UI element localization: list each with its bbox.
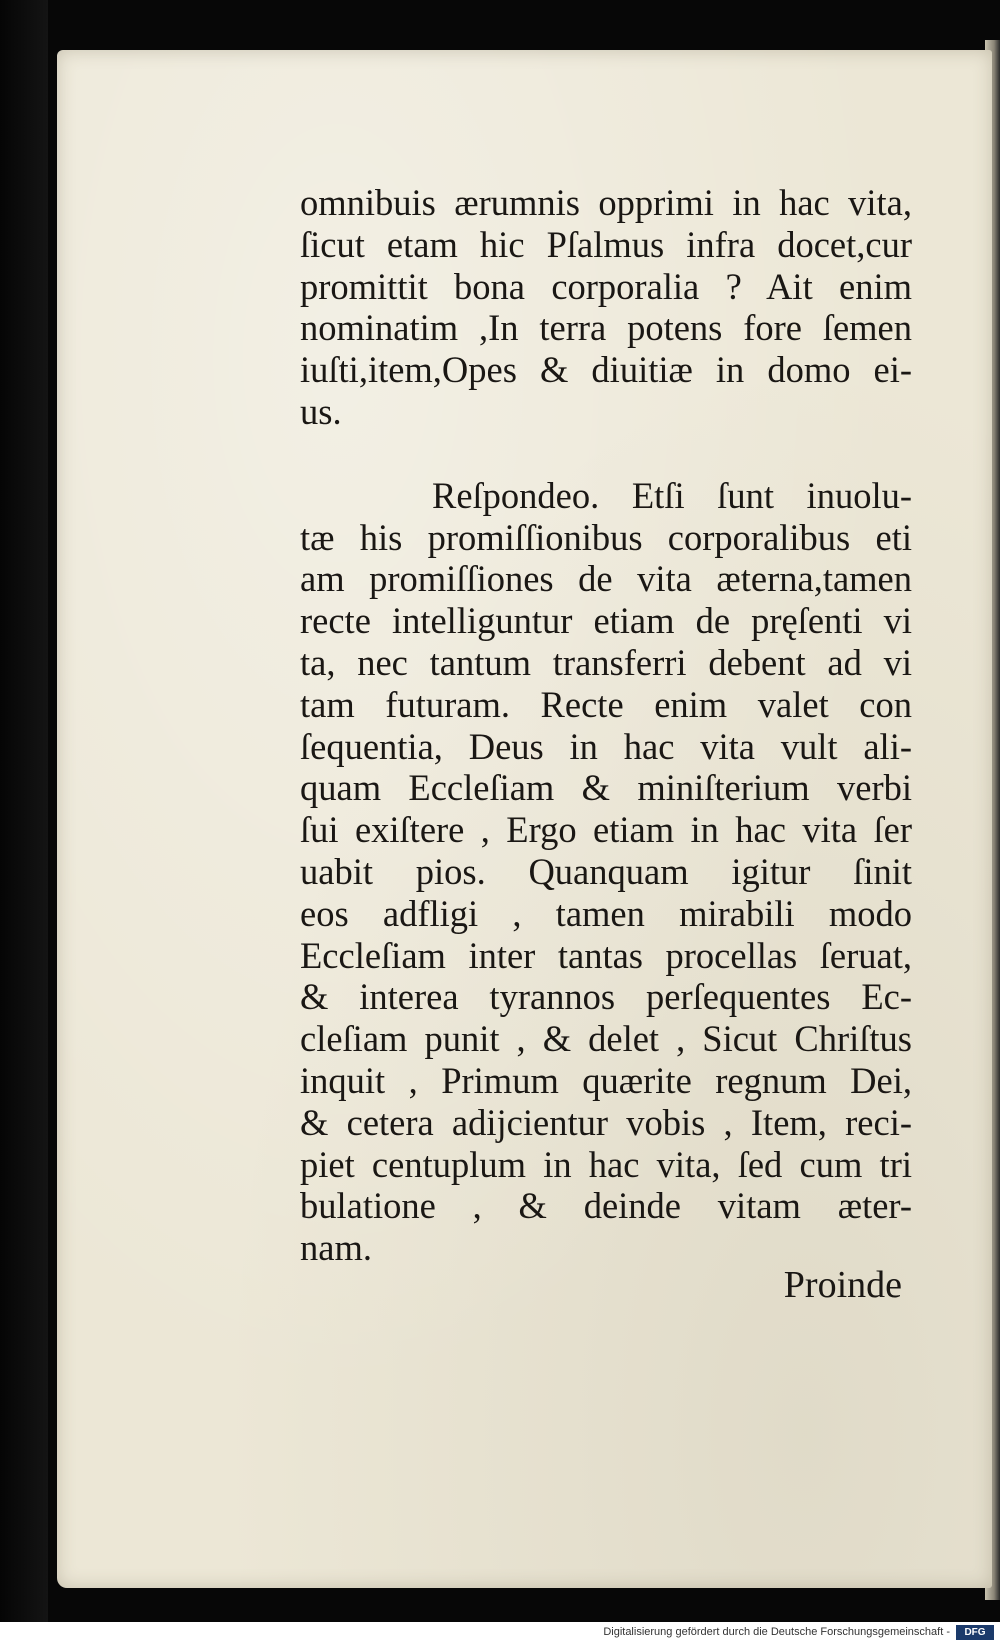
dfg-logo[interactable]: DFG — [956, 1625, 994, 1640]
text-line: piet centuplum in hac vita, ſed cum tri — [300, 1143, 912, 1185]
text-line: ſui exiſtere , Ergo etiam in hac vita ſer — [300, 809, 912, 851]
text-line: & interea tyrannos perſequentes Ec- — [300, 976, 912, 1018]
text-line: nominatim ,In terra potens fore ſemen — [300, 307, 912, 349]
text-line: us. — [300, 390, 342, 432]
text-line: promittit bona corporalia ? Ait enim — [300, 265, 912, 307]
page-text — [300, 182, 912, 1269]
text-line: inquit , Primum quærite regnum Dei, — [300, 1059, 912, 1101]
text-line: omnibuis ærumnis opprimi in hac vita, — [300, 182, 912, 223]
text-line: quam Eccleſiam & miniſterium verbi — [300, 767, 912, 809]
text-line: tæ his promiſſionibus corporalibus eti — [300, 516, 912, 558]
paragraph-gap — [300, 433, 912, 475]
text-line: cleſiam punit , & delet , Sicut Chriſtus — [300, 1018, 912, 1060]
text-line: eos adfligi , tamen mirabili modo — [300, 892, 912, 934]
text-line: nam. — [300, 1227, 372, 1269]
text-line: ſequentia, Deus in hac vita vult ali- — [300, 725, 912, 767]
text-line: ta, nec tantum transferri debent ad vi — [300, 641, 912, 683]
digitization-credit: Digitalisierung gefördert durch die Deutsche Forschungsgemeinschaft - — [0, 1622, 1000, 1643]
text-line: iuſti,item,Opes & diuitiæ in domo ei- — [300, 349, 912, 391]
text-line: & cetera adijcientur vobis , Item, reci- — [300, 1101, 912, 1143]
text-line: am promiſſiones de vita æterna,tamen — [300, 558, 912, 600]
text-line: recte intelliguntur etiam de pręſenti vi — [300, 600, 912, 642]
book-binding-shadow — [0, 0, 48, 1643]
catchword: Proinde — [783, 1264, 902, 1306]
text-line: Eccleſiam inter tantas procellas ſeruat, — [300, 934, 912, 976]
text-line: Reſpondeo. Etſi ſunt inuolu- — [432, 474, 912, 516]
text-line: uabit pios. Quanquam igitur ſinit — [300, 850, 912, 892]
text-line: ſicut etam hic Pſalmus infra docet,cur — [300, 223, 912, 265]
text-line: tam futuram. Recte enim valet con — [300, 683, 912, 725]
text-line: bulatione , & deinde vitam æter- — [300, 1185, 912, 1227]
